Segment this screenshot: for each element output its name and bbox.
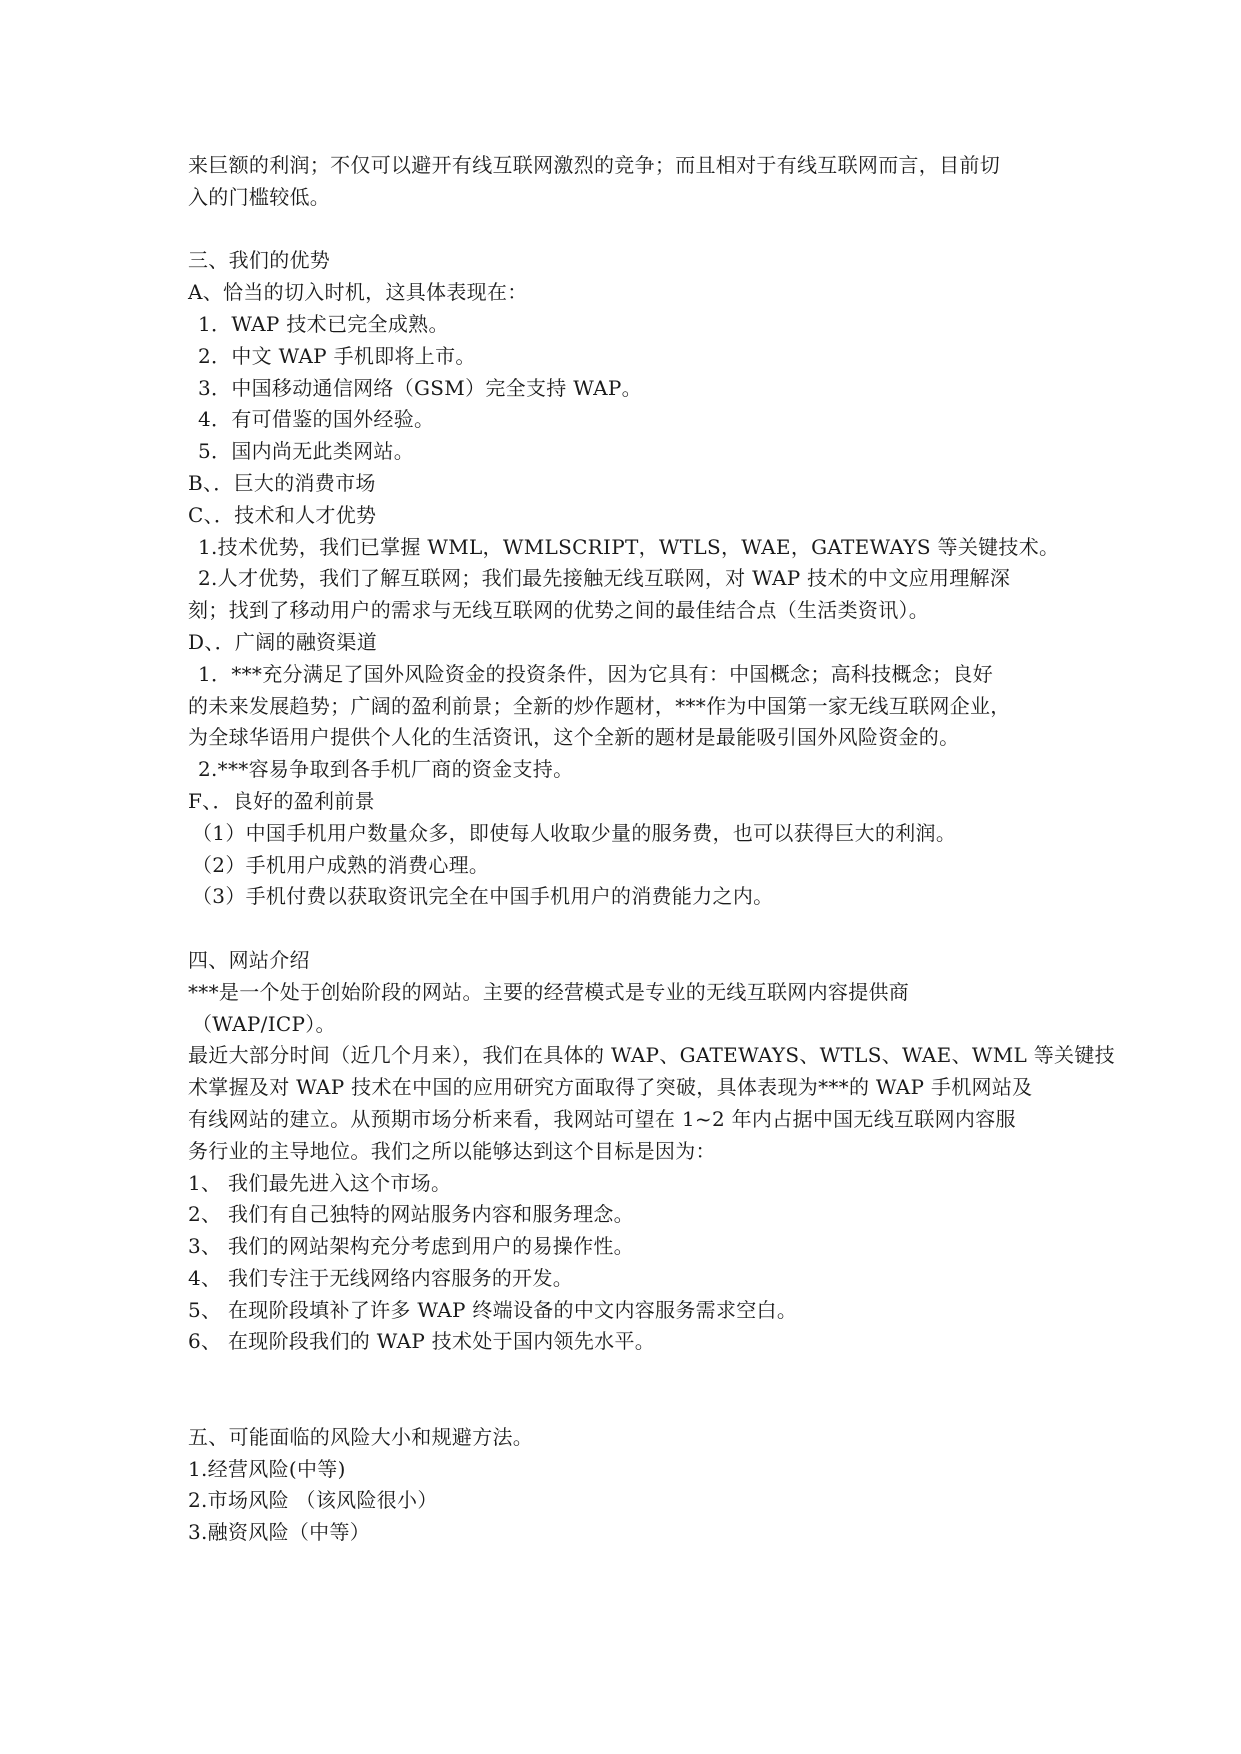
- paragraph-line: 刻；找到了移动用户的需求与无线互联网的优势之间的最佳结合点（生活类资讯）。: [188, 598, 930, 623]
- blank-line: [188, 214, 1068, 246]
- list-item: 4、 我们专注于无线网络内容服务的开发。: [188, 1265, 574, 1290]
- subheading-c: C、．技术和人才优势: [188, 502, 377, 527]
- subheading-a: A、恰当的切入时机，这具体表现在：: [188, 280, 528, 305]
- list-item: 4．有可借鉴的国外经验。: [198, 407, 435, 432]
- list-item: 2.人才优势，我们了解互联网；我们最先接触无线互联网，对 WAP 技术的中文应用理解深: [198, 566, 1011, 591]
- subheading-d: D、．广阔的融资渠道: [188, 629, 378, 654]
- paragraph-line: 有线网站的建立。从预期市场分析来看，我网站可望在 1~2 年内占据中国无线互联网内容服: [188, 1106, 1016, 1131]
- blank-line: [188, 1358, 1068, 1422]
- list-item: 2.市场风险 （该风险很小）: [188, 1488, 438, 1513]
- blank-line: [188, 913, 1068, 945]
- list-item: 2．中文 WAP 手机即将上市。: [198, 343, 476, 368]
- document-body: [188, 150, 1115, 1549]
- list-item: 2.***容易争取到各手机厂商的资金支持。: [198, 757, 574, 782]
- list-item: （3）手机付费以获取资讯完全在中国手机用户的消费能力之内。: [192, 884, 774, 909]
- list-item: 1．WAP 技术已完全成熟。: [198, 311, 449, 336]
- section-heading-site-intro: 四、网站介绍: [188, 947, 310, 972]
- list-item: 5．国内尚无此类网站。: [198, 439, 415, 464]
- section-heading-risks: 五、可能面临的风险大小和规避方法。: [188, 1424, 534, 1449]
- paragraph-line: 来巨额的利润；不仅可以避开有线互联网激烈的竞争；而且相对于有线互联网而言，目前切: [188, 153, 1000, 177]
- list-item: 5、 在现阶段填补了许多 WAP 终端设备的中文内容服务需求空白。: [188, 1297, 798, 1322]
- paragraph-line: 入的门槛较低。: [188, 184, 331, 209]
- paragraph-line: （WAP/ICP）。: [192, 1011, 336, 1036]
- paragraph-line: ***是一个处于创始阶段的网站。主要的经营模式是专业的无线互联网内容提供商: [188, 979, 910, 1004]
- list-item: （1）中国手机用户数量众多，即使每人收取少量的服务费，也可以获得巨大的利润。: [192, 820, 957, 845]
- list-item: 1．***充分满足了国外风险资金的投资条件，因为它具有：中国概念；高科技概念；良好: [198, 661, 994, 686]
- list-item: 3.融资风险（中等）: [188, 1520, 371, 1545]
- paragraph-line: 务行业的主导地位。我们之所以能够达到这个目标是因为：: [188, 1138, 716, 1163]
- list-item: 3．中国移动通信网络（GSM）完全支持 WAP。: [198, 375, 642, 400]
- list-item: （2）手机用户成熟的消费心理。: [192, 852, 490, 877]
- paragraph-line: 最近大部分时间（近几个月来），我们在具体的 WAP、GATEWAYS、WTLS、WAE、WML 等关键技: [188, 1043, 1115, 1068]
- paragraph-line: 为全球华语用户提供个人化的生活资讯，这个全新的题材是最能吸引国外风险资金的。: [188, 725, 960, 750]
- paragraph-line: 术掌握及对 WAP 技术在中国的应用研究方面取得了突破，具体表现为***的 WAP 手机网站及: [188, 1075, 1033, 1100]
- list-item: 3、 我们的网站架构充分考虑到用户的易操作性。: [188, 1234, 634, 1259]
- list-item: 6、 在现阶段我们的 WAP 技术处于国内领先水平。: [188, 1329, 656, 1354]
- list-item: 1.经营风险(中等): [188, 1456, 346, 1481]
- paragraph-line: 的未来发展趋势；广阔的盈利前景；全新的炒作题材，***作为中国第一家无线互联网企业，: [188, 693, 1011, 718]
- section-heading-advantages: 三、我们的优势: [188, 248, 331, 273]
- list-item: 1.技术优势，我们已掌握 WML，WMLSCRIPT，WTLS，WAE，GATEWAYS 等关键技术。: [198, 534, 1060, 559]
- subheading-b: B、．巨大的消费市场: [188, 470, 376, 495]
- list-item: 2、 我们有自己独特的网站服务内容和服务理念。: [188, 1202, 634, 1227]
- subheading-f: F、．良好的盈利前景: [188, 788, 375, 813]
- list-item: 1、 我们最先进入这个市场。: [188, 1170, 452, 1195]
